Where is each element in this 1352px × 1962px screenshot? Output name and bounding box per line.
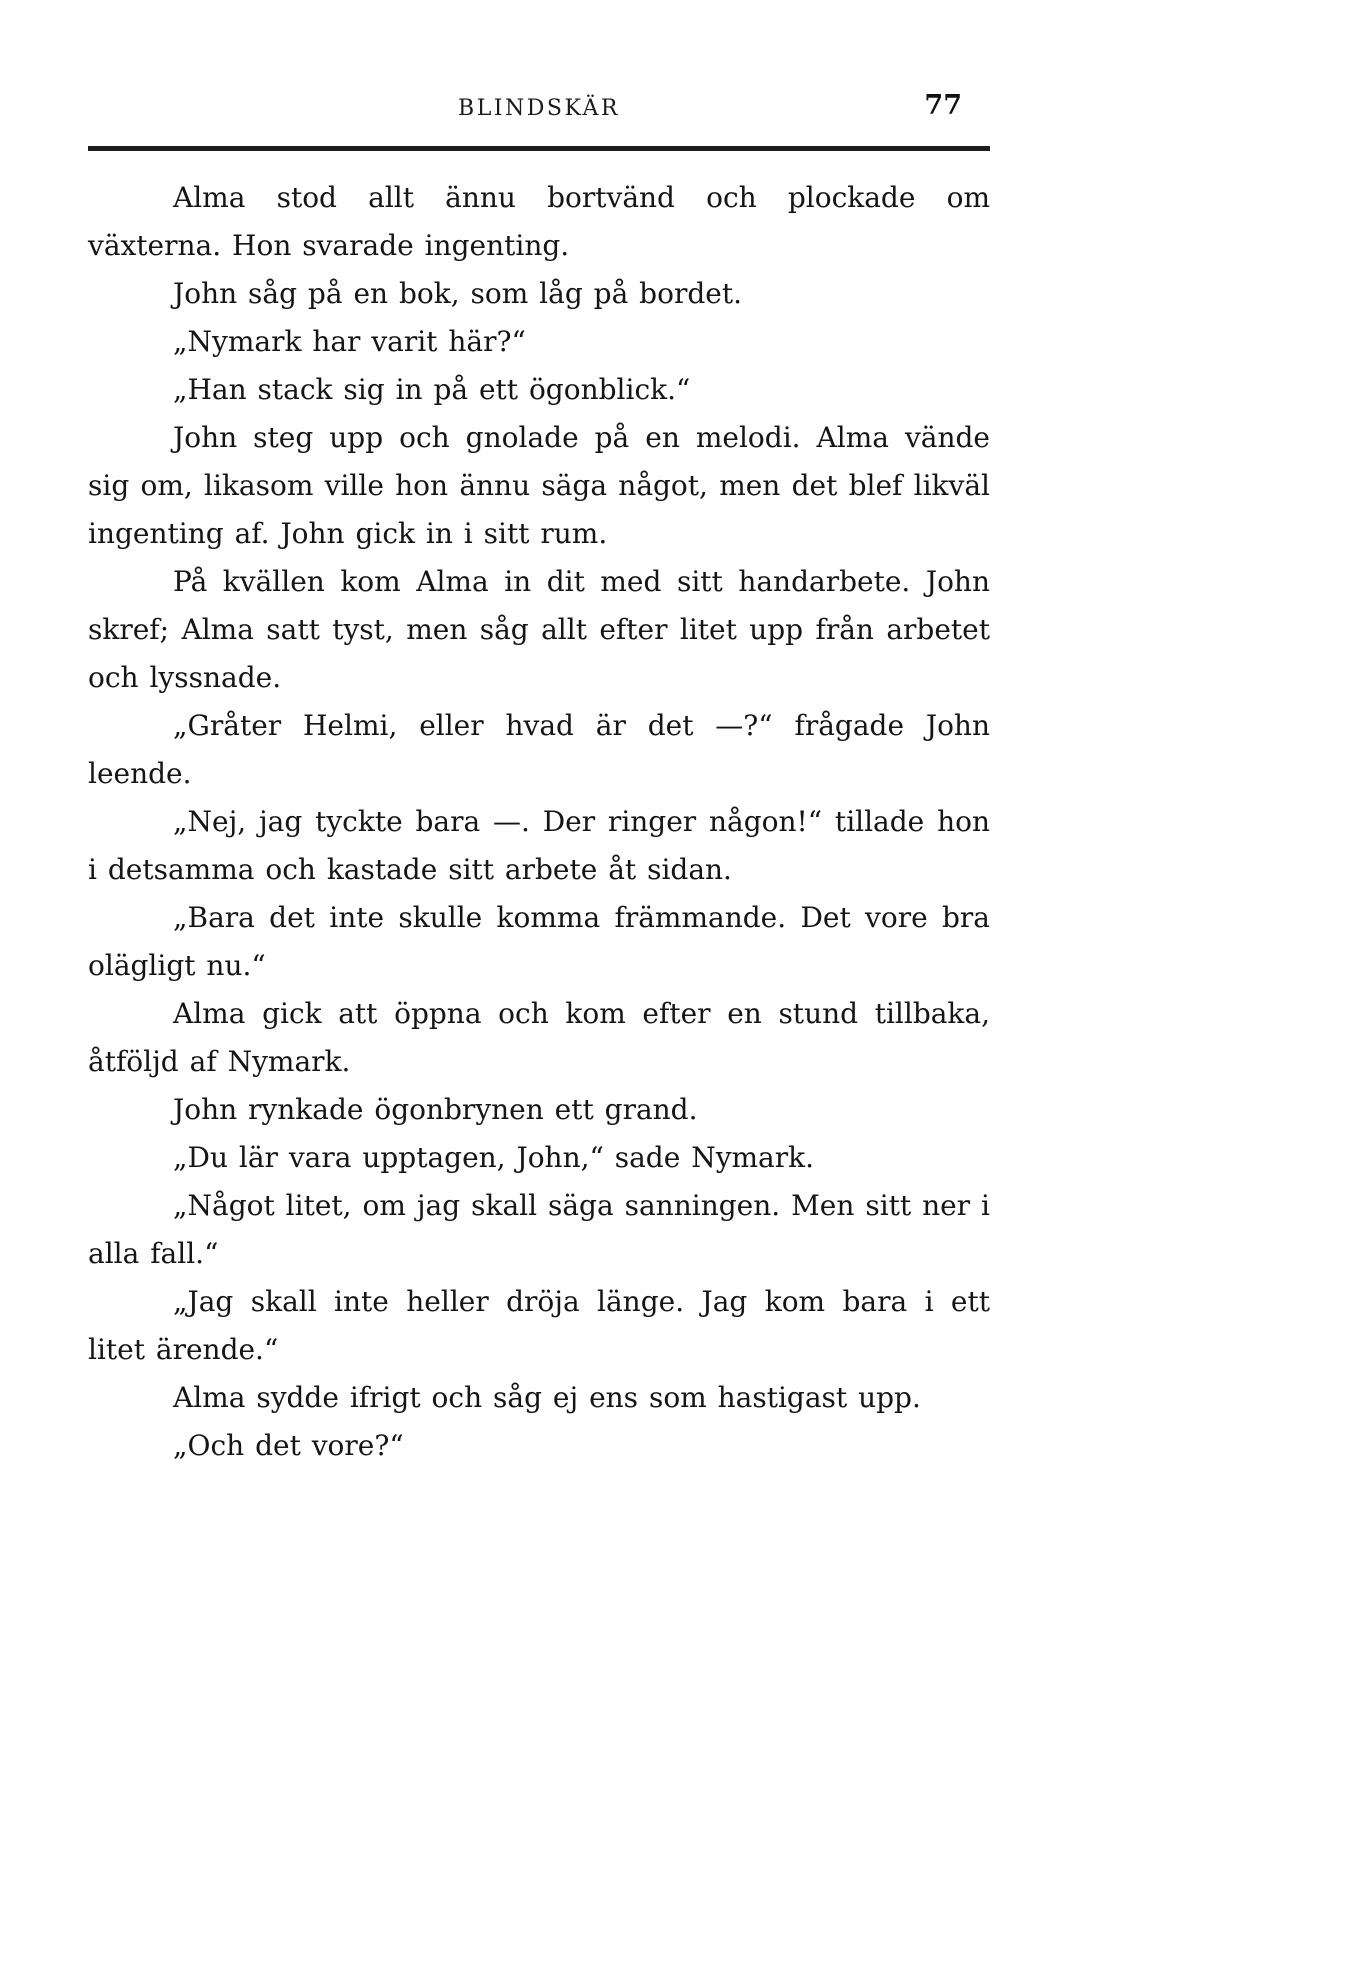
- paragraph: „Något litet, om jag skall säga sanningen. Men sitt ner i alla fall.“: [88, 1189, 990, 1270]
- paragraph: „Du lär vara upptagen, John,“ sade Nymark.: [173, 1141, 815, 1174]
- paragraph: „Jag skall inte heller dröja länge. Jag kom bara i ett litet ärende.“: [88, 1285, 990, 1366]
- header-divider-rule: [88, 146, 990, 151]
- paragraph: John rynkade ögonbrynen ett grand.: [173, 1093, 698, 1126]
- body-text-block: [88, 174, 990, 1470]
- paragraph: På kvällen kom Alma in dit med sitt handarbete. John skref; Alma satt tyst, men såg allt efter litet upp från arbetet och lyssnade.: [88, 565, 990, 694]
- paragraph: John steg upp och gnolade på en melodi. Alma vände sig om, likasom ville hon ännu säga något, men det blef likväl ingenting af. John gick in i sitt rum.: [88, 421, 990, 550]
- paragraph: Alma sydde ifrigt och såg ej ens som hastigast upp.: [173, 1381, 921, 1414]
- paragraph: „Han stack sig in på ett ögonblick.“: [173, 373, 691, 406]
- page-header: [88, 90, 990, 130]
- paragraph: „Och det vore?“: [173, 1429, 404, 1462]
- paragraph: Alma gick att öppna och kom efter en stund tillbaka, åtföljd af Nymark.: [88, 997, 990, 1078]
- paragraph: John såg på en bok, som låg på bordet.: [173, 277, 742, 310]
- page-number: 77: [924, 90, 962, 121]
- paragraph: „Gråter Helmi, eller hvad är det —?“ frågade John leende.: [88, 709, 990, 790]
- running-header-title: BLINDSKÄR: [458, 96, 620, 121]
- paragraph: „Nej, jag tyckte bara —. Der ringer någon!“ tillade hon i detsamma och kastade sitt arbete åt sidan.: [88, 805, 990, 886]
- paragraph: Alma stod allt ännu bortvänd och plockade om växterna. Hon svarade ingenting.: [88, 181, 990, 262]
- paragraph: „Nymark har varit här?“: [173, 325, 526, 358]
- paragraph: „Bara det inte skulle komma främmande. Det vore bra olägligt nu.“: [88, 901, 990, 982]
